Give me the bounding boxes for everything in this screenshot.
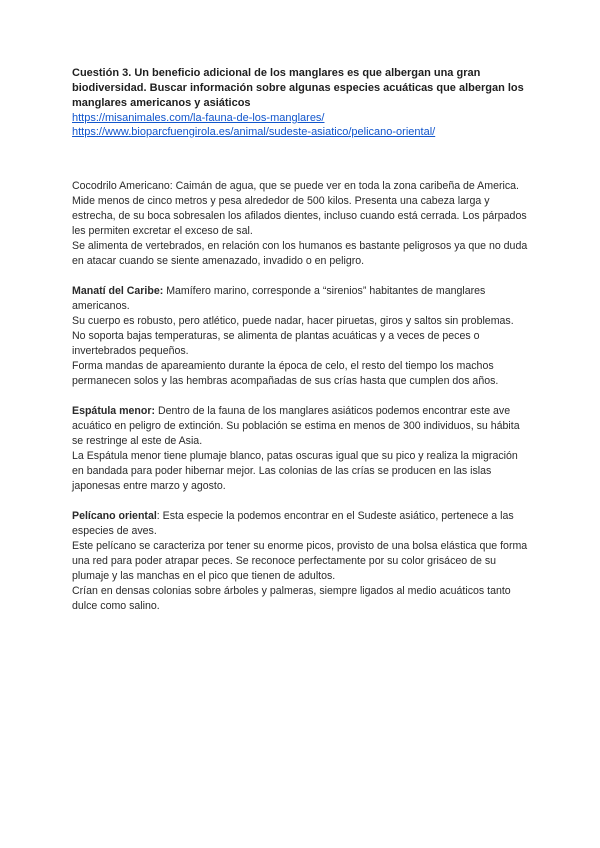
paragraph: Este pelícano se caracteriza por tener su enorme picos, provisto de una bolsa elástica que forma una red para poder atrapar peces. Se reconoce perfectamente por su color grisáceo de su plumaje y las manchas en el pico que tienen de adultos. bbox=[72, 540, 528, 582]
paragraph: No soporta bajas temperaturas, se alimenta de plantas acuáticas y a veces de peces o invertebrados pequeños. bbox=[72, 330, 480, 357]
question-heading: Cuestión 3. Un beneficio adicional de los manglares es que albergan una gran biodiversidad. Buscar información sobre algunas especies acuáticas que albergan los manglares americanos y asiáticos bbox=[72, 67, 524, 109]
section-espatula bbox=[72, 404, 530, 494]
paragraph-text: : Esta especie la podemos encontrar en el Sudeste asiático, pertenece a las especies de aves. bbox=[72, 510, 514, 537]
reference-links bbox=[72, 111, 530, 139]
link-misanimales[interactable]: https://misanimales.com/la-fauna-de-los-manglares/ bbox=[72, 112, 325, 124]
paragraph: Se alimenta de vertebrados, en relación con los humanos es bastante peligrosos ya que no duda en atacar cuando se siente amenazado, invadido o en peligro. bbox=[72, 240, 528, 267]
paragraph-text: Mamífero marino, corresponde a “sirenios” habitantes de manglares americanos. bbox=[72, 285, 486, 312]
species-heading: Espátula menor: bbox=[72, 405, 156, 417]
paragraph: Crían en densas colonias sobre árboles y palmeras, siempre ligados al medio acuáticos tanto dulce como salino. bbox=[72, 585, 511, 612]
section-manati bbox=[72, 284, 530, 389]
section-cocodrilo bbox=[72, 179, 530, 269]
paragraph bbox=[72, 284, 530, 314]
paragraph-text: Dentro de la fauna de los manglares asiáticos podemos encontrar este ave acuático en peligro de extinción. Su población se estima en menos de 300 individuos, su hábita se restringe al este de Asia. bbox=[72, 405, 520, 447]
species-heading: Pelícano oriental bbox=[72, 510, 157, 522]
paragraph: La Espátula menor tiene plumaje blanco, patas oscuras igual que su pico y realiza la migración en bandada para poder hibernar mejor. Las colonias de las crías se producen en las islas japonesas entre marzo y agosto. bbox=[72, 450, 518, 492]
paragraph: Cocodrilo Americano: Caimán de agua, que se puede ver en toda la zona caribeña de America. Mide menos de cinco metros y pesa alrededor de 500 kilos. Presenta una cabeza larga y estrecha, de su boca sobresalen los afilados dientes, incluso cuando está cerrada. Los párpados les permiten excretar el exceso de sal. bbox=[72, 180, 527, 237]
paragraph bbox=[72, 404, 530, 449]
document-page bbox=[72, 66, 530, 629]
link-bioparc[interactable]: https://www.bioparcfuengirola.es/animal/sudeste-asiatico/pelicano-oriental/ bbox=[72, 126, 436, 138]
species-heading: Manatí del Caribe: bbox=[72, 285, 164, 297]
section-pelicano bbox=[72, 509, 530, 614]
paragraph bbox=[72, 509, 530, 539]
paragraph: Su cuerpo es robusto, pero atlético, puede nadar, hacer piruetas, giros y saltos sin problemas. bbox=[72, 315, 514, 327]
paragraph: Forma mandas de apareamiento durante la época de celo, el resto del tiempo los machos permanecen solos y las hembras acompañadas de sus crías hasta que cumplen dos años. bbox=[72, 360, 499, 387]
